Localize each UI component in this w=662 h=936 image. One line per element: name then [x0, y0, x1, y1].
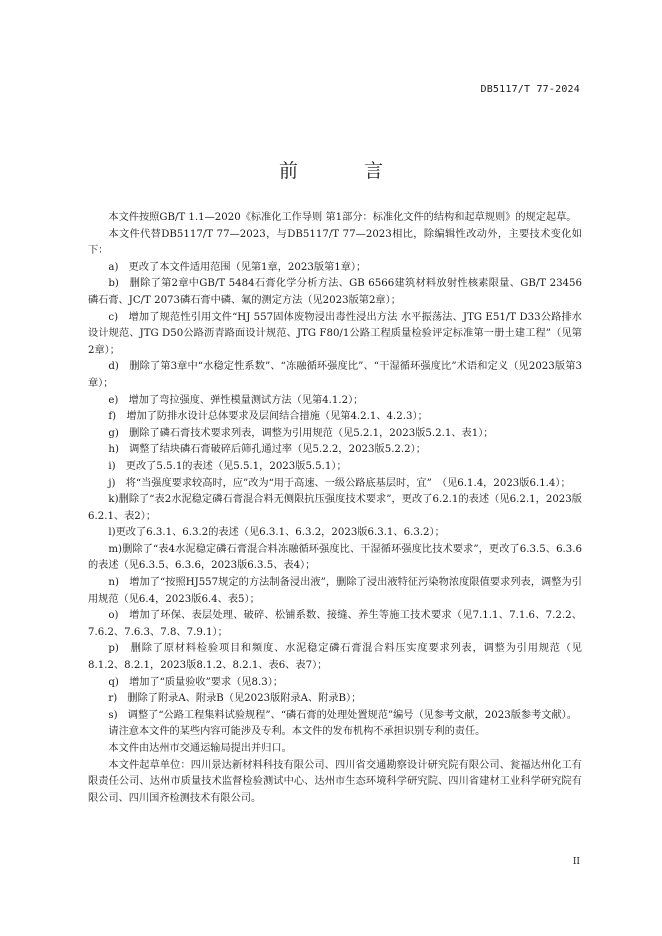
intro-paragraph-replacement: 本文件代替DB5117/T 77—2023，与DB5117/T 77—2023相比，除编辑性改动外，主要技术变化如下：: [88, 228, 582, 257]
foreword-body: [88, 210, 582, 807]
list-item: n) 增加了“按照HJ557规定的方法制备浸出液”，删除了浸出液特征污染物浓度限值要求列表，调整为引用规范（见6.4，2023版6.4、表5）；: [88, 577, 582, 605]
list-item: j) 将“当强度要求较高时，应”改为“用于高速、一级公路底基层时，宜” （见6.1.4，2023版6.1.4）；: [108, 477, 571, 489]
list-item: s) 调整了“公路工程集料试验规程”、“磷石膏的处理处置规范”编号（见参考文献，2023版参考文献）。: [108, 709, 577, 721]
changes-list: [88, 260, 582, 725]
list-item: b) 删除了第2章中GB/T 5484石膏化学分析方法、GB 6566建筑材料放射性核素限量、GB/T 23456磷石膏、JC/T 2073磷石膏中磷、氟的测定方法（见2023版第2章）；: [88, 278, 582, 306]
list-item: c) 增加了规范性引用文件“HJ 557固体废物浸出毒性浸出方法 水平振荡法、JTG E51/T D33公路排水设计规范、JTG D50公路沥青路面设计规范、JTG F80/1公路工程质量检验评定标准第一册土建工程”（见第2章）；: [88, 311, 582, 356]
list-item: e) 增加了弯拉强度、弹性模量测试方法（见第4.1.2）；: [108, 394, 364, 406]
page-title: 前 言: [278, 160, 414, 182]
patent-notice: 请注意本文件的某些内容可能涉及专利。本文件的发布机构不承担识别专利的责任。: [108, 726, 486, 738]
list-item: i) 更改了5.5.1的表述（见5.5.1，2023版5.5.1）；: [108, 460, 347, 472]
list-item: o) 增加了环保、表层处理、破碎、松铺系数、接缝、养生等施工技术要求（见7.1.1、7.1.6、7.2.2、7.6.2、7.6.3、7.8、7.9.1）；: [88, 610, 582, 638]
list-item: a) 更改了本文件适用范围（见第1章，2023版第1章）；: [108, 261, 367, 273]
page-number: II: [572, 857, 580, 867]
proposer-statement: 本文件由达州市交通运输局提出并归口。: [108, 743, 292, 754]
list-item: p) 删除了原材料检验项目和频度、水泥稳定磷石膏混合料压实度要求列表，调整为引用规范（见8.1.2、8.2.1，2023版8.1.2、8.2.1、表6、表7）；: [88, 643, 582, 672]
list-item: r) 删除了附录A、附录B（见2023版附录A、附录B）；: [108, 693, 362, 705]
list-item: m)删除了“表4水泥稳定磷石膏混合料冻融循环强度比、干湿循环强度比技术要求”，更改了6.3.5、6.3.6的表述（见6.3.5、6.3.6，2023版6.3.5、表4）；: [88, 543, 582, 572]
list-item: q) 增加了“质量验收”要求（见8.3）；: [108, 676, 284, 688]
list-item: g) 删除了磷石膏技术要求列表，调整为引用规范（见5.2.1，2023版5.2.1、表1）；: [108, 427, 494, 439]
list-item: l)更改了6.3.1、6.3.2的表述（见6.3.1、6.3.2，2023版6.3.1、6.3.2）；: [108, 527, 445, 539]
list-item: d) 删除了第3章中“水稳定性系数”、“冻融循环强度比”、“干湿循环强度比”术语和定义（见2023版第3章）；: [88, 361, 582, 389]
drafting-units: 本文件起草单位：四川景达新材料科技有限公司、四川省交通勘察设计研究院有限公司、瓮福达州化工有限责任公司、达州市质量技术监督检验测试中心、达州市生态环境科学研究院、四川省建材工业科学研究院有限公司、四川国齐检测技术有限公司。: [88, 759, 582, 804]
list-item: h) 调整了结块磷石膏破碎后筛孔通过率（见5.2.2，2023版5.2.2）；: [108, 444, 426, 456]
list-item: f) 增加了防排水设计总体要求及层间结合措施（见第4.2.1、4.2.3）；: [108, 411, 428, 423]
intro-paragraph-drafting-rules: 本文件按照GB/T 1.1—2020《标准化工作导则 第1部分：标准化文件的结构和起草规则》的规定起草。: [108, 212, 577, 223]
list-item: k)删除了“表2水泥稳定磷石膏混合料无侧限抗压强度技术要求”，更改了6.2.1的表述（见6.2.1，2023版6.2.1、表2）；: [88, 494, 582, 522]
document-code: DB5117/T 77-2024: [480, 84, 580, 95]
